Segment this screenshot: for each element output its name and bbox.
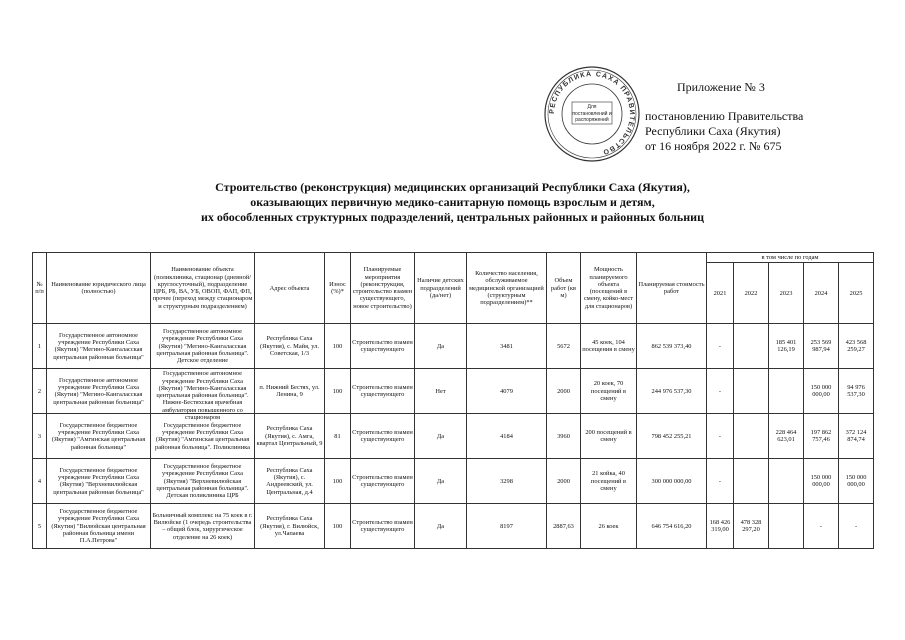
cell-cost	[637, 459, 707, 504]
cell-planned	[351, 369, 415, 414]
cell-y2024	[804, 414, 839, 459]
title-line-1: Строительство (реконструкция) медицинских организаций Республики Саха (Якутия),	[215, 180, 690, 194]
cell-text-planned: Строительство взамен существующего	[352, 519, 413, 534]
cell-text-y2021: -	[718, 432, 722, 440]
cell-kids	[415, 369, 467, 414]
title-line-2: оказывающих первичную медико-санитарную помощь взрослым и детям,	[250, 195, 655, 209]
cell-text-planned: Строительство взамен существующего	[352, 339, 413, 354]
cell-y2023	[769, 504, 804, 549]
cell-y2022	[734, 414, 769, 459]
cell-text-entity: Государственное бюджетное учреждение Республики Саха (Якутия) "Амгинская центральная районная больница"	[51, 421, 146, 451]
cell-text-cost: 244 976 537,30	[651, 387, 692, 395]
cell-capacity	[581, 504, 637, 549]
cell-text-object: Больничный комплекс на 75 коек в г. Вилюйске (1 очередь строительства – общий блок, хирургическое отделение на 26 коек)	[152, 511, 253, 541]
cell-entity	[47, 324, 151, 369]
cell-text-y2022: 478 328 297,20	[740, 519, 762, 534]
cell-planned	[351, 459, 415, 504]
header-num: № п/п	[33, 253, 47, 324]
appendix-title: Приложение № 3	[677, 80, 765, 94]
table-row	[33, 459, 874, 504]
cell-y2021	[707, 504, 734, 549]
cell-text-y2023: 228 464 623,01	[775, 429, 797, 444]
stamp-ring-text: РЕСПУБЛИКА САХА ПРАВИТЕЛЬСТВО	[548, 70, 636, 156]
cell-text-y2024: 197 862 757,46	[810, 429, 832, 444]
cell-text-y2025: 94 976 537,30	[847, 384, 865, 399]
cell-text-y2024: 253 569 987,94	[810, 339, 832, 354]
cell-population	[467, 414, 547, 459]
cell-text-y2021: -	[718, 477, 722, 485]
cell-text-address: п. Нижний Бестях, ул. Ленина, 9	[259, 384, 320, 399]
cell-y2025	[839, 504, 874, 549]
cell-planned	[351, 504, 415, 549]
cell-entity	[47, 369, 151, 414]
table-row	[33, 324, 874, 369]
cell-capacity	[581, 414, 637, 459]
cell-text-cost: 862 539 373,40	[651, 342, 692, 350]
cell-text-num: 4	[37, 477, 42, 485]
cell-text-population: 3481	[500, 342, 513, 350]
cell-address	[255, 414, 325, 459]
cell-entity	[47, 504, 151, 549]
cell-text-y2025: -	[854, 522, 858, 530]
cell-text-capacity: 20 коек, 70 посещений в смену	[590, 380, 627, 402]
cell-text-kids: Нет	[435, 387, 446, 395]
appendix-date-line: от 16 ноября 2022 г. № 675	[645, 139, 782, 153]
header-population: Количество населения, обслуживаемое медицинской организацией (структурным подразделением)**	[467, 253, 547, 324]
cell-text-y2025: 423 568 259,27	[845, 339, 867, 354]
header-entity: Наименование юридического лица (полностью)	[47, 253, 151, 324]
cell-object	[151, 369, 255, 422]
cell-text-volume: 2000	[557, 477, 570, 485]
table-row	[33, 369, 874, 414]
stamp-center-line1: Для	[587, 104, 597, 110]
header-cost: Планируемая стоимость работ	[637, 253, 707, 324]
appendix-decree-line: постановлению Правительства	[645, 109, 804, 123]
cell-capacity	[581, 369, 637, 414]
cell-text-entity: Государственное бюджетное учреждение Республики Саха (Якутия) "Вилюйская центральная районная больница имени П.А.Петрова"	[51, 508, 146, 545]
cell-text-num: 3	[37, 432, 42, 440]
cell-y2021	[707, 369, 734, 414]
cell-capacity	[581, 459, 637, 504]
cell-text-kids: Да	[436, 477, 445, 485]
cell-object	[151, 324, 255, 369]
cell-volume	[547, 324, 581, 369]
cell-text-y2025: 372 124 874,74	[845, 429, 867, 444]
cell-text-wear: 81	[334, 432, 341, 440]
cell-text-capacity: 26 коек	[598, 522, 619, 530]
cell-text-entity: Государственное автономное учреждение Республики Саха (Якутия) "Мегино-Кангаласская центральная районная больница"	[53, 376, 144, 406]
cell-text-capacity: 21 койка, 40 посещений в смену	[590, 470, 627, 492]
cell-text-cost: 798 452 255,21	[651, 432, 692, 440]
official-stamp	[542, 64, 642, 164]
cell-y2021	[707, 324, 734, 369]
cell-text-num: 5	[37, 522, 42, 530]
cell-text-wear: 100	[332, 342, 343, 350]
cell-text-object: Государственное автономное учреждение Республики Саха (Якутия) "Мегино-Кангаласская центральная районная больница". Нижне-Бестяхская врачебная амбулатория повышенного со стационаром	[156, 370, 249, 422]
cell-y2024	[804, 459, 839, 504]
cell-cost	[637, 369, 707, 414]
cell-text-address: Республика Саха (Якутия), с. Майя, ул. Советская, 1/3	[260, 335, 319, 357]
cell-wear	[325, 414, 351, 459]
cell-text-entity: Государственное автономное учреждение Республики Саха (Якутия) "Мегино-Кангаласская центральная районная больница"	[53, 331, 144, 361]
cell-y2023	[769, 324, 804, 369]
cell-y2024	[804, 369, 839, 414]
cell-y2023	[769, 414, 804, 459]
cell-capacity	[581, 324, 637, 369]
cell-planned	[351, 324, 415, 369]
header-object: Наименование объекта (поликлиника, стационар (дневной/круглосуточный), подразделение ЦРБ, РБ, ВА, УБ, ОВОП, ФАП, ФП, прочее (переход между стационаром и структурным подразделением)	[151, 253, 255, 324]
cell-text-wear: 100	[332, 387, 343, 395]
cell-text-kids: Да	[436, 342, 445, 350]
header-address: Адрес объекта	[255, 253, 325, 324]
cell-y2025	[839, 324, 874, 369]
cell-text-volume: 2000	[557, 387, 570, 395]
header-planned: Планируемые мероприятия (реконструкция, строительство взамен существующего, новое строительство)	[351, 253, 415, 324]
cell-text-wear: 100	[332, 477, 343, 485]
appendix-block	[645, 80, 885, 154]
cell-text-cost: 646 754 616,20	[651, 522, 692, 530]
cell-y2023	[769, 459, 804, 504]
header-2025: 2025	[839, 263, 874, 324]
cell-text-planned: Строительство взамен существующего	[352, 429, 413, 444]
cell-cost	[637, 324, 707, 369]
cell-population	[467, 369, 547, 414]
cell-object	[151, 504, 255, 549]
cell-address	[255, 459, 325, 504]
cell-text-address: Республика Саха (Якутия), г. Вилюйск, ул.Чапаева	[260, 515, 319, 537]
cell-text-y2021: 168 426 319,00	[709, 519, 731, 534]
stamp-center-line3: распоряжений	[575, 117, 609, 123]
cell-text-y2023: 185 401 126,19	[775, 339, 797, 354]
cell-entity	[47, 459, 151, 504]
cell-y2024	[804, 504, 839, 549]
cell-object	[151, 459, 255, 504]
cell-y2025	[839, 459, 874, 504]
cell-wear	[325, 324, 351, 369]
table-header-row	[33, 253, 874, 263]
appendix-republic-line: Республики Саха (Якутия)	[645, 124, 781, 138]
cell-text-y2025: 150 000 000,00	[845, 474, 867, 489]
cell-text-num: 2	[37, 387, 42, 395]
cell-text-capacity: 200 посещений в смену	[585, 429, 632, 444]
cell-y2021	[707, 414, 734, 459]
cell-text-num: 1	[37, 342, 42, 350]
cell-text-planned: Строительство взамен существующего	[352, 384, 413, 399]
cell-wear	[325, 504, 351, 549]
cell-text-volume: 3960	[557, 432, 570, 440]
header-2021: 2021	[707, 263, 734, 324]
cell-address	[255, 504, 325, 549]
header-years-group: в том числе по годам	[707, 253, 874, 263]
cell-population	[467, 459, 547, 504]
cell-text-object: Государственное автономное учреждение Республики Саха (Якутия) "Мегино-Кангаласская центральная районная больница". Детское отделение	[156, 328, 249, 365]
cell-y2023	[769, 369, 804, 414]
cell-population	[467, 504, 547, 549]
cell-y2022	[734, 324, 769, 369]
cell-volume	[547, 414, 581, 459]
cell-kids	[415, 324, 467, 369]
cell-entity	[47, 414, 151, 459]
header-kids: Наличие детских подразделений (да/нет)	[415, 253, 467, 324]
cell-text-kids: Да	[436, 432, 445, 440]
cell-num	[33, 504, 47, 549]
cell-text-kids: Да	[436, 522, 445, 530]
stamp-center-line2: постановлений и	[572, 111, 612, 117]
cell-text-population: 8197	[500, 522, 513, 530]
cell-y2022	[734, 369, 769, 414]
cell-text-y2024: 150 000 000,00	[810, 384, 832, 399]
cell-text-object: Государственное бюджетное учреждение Республики Саха (Якутия) "Амгинская центральная районная больница". Поликлиника	[155, 421, 250, 451]
header-wear: Износ (%)*	[325, 253, 351, 324]
cell-y2022	[734, 504, 769, 549]
title-line-3: их обособленных структурных подразделений, центральных районных и районных больниц	[201, 210, 704, 224]
cell-text-volume: 2887,63	[553, 522, 574, 530]
cell-num	[33, 324, 47, 369]
cell-text-planned: Строительство взамен существующего	[352, 474, 413, 489]
cell-planned	[351, 414, 415, 459]
cell-text-y2024: 150 000 000,00	[810, 474, 832, 489]
cell-cost	[637, 414, 707, 459]
cell-address	[255, 324, 325, 369]
cell-text-population: 4184	[500, 432, 513, 440]
header-2023: 2023	[769, 263, 804, 324]
cell-text-population: 4079	[500, 387, 513, 395]
cell-kids	[415, 504, 467, 549]
cell-y2021	[707, 459, 734, 504]
cell-wear	[325, 459, 351, 504]
header-2024: 2024	[804, 263, 839, 324]
cell-wear	[325, 369, 351, 414]
cell-num	[33, 459, 47, 504]
construction-table	[32, 252, 874, 549]
table-row	[33, 414, 874, 459]
cell-text-wear: 100	[332, 522, 343, 530]
cell-text-y2024: -	[819, 522, 823, 530]
cell-y2025	[839, 369, 874, 414]
cell-cost	[637, 504, 707, 549]
document-title	[0, 180, 905, 225]
cell-address	[255, 369, 325, 414]
cell-y2025	[839, 414, 874, 459]
cell-text-entity: Государственное бюджетное учреждение Республики Саха (Якутия) "Верхневилюйская центральная районная больница"	[53, 466, 144, 496]
header-volume: Объем работ (кв м)	[547, 253, 581, 324]
cell-volume	[547, 369, 581, 414]
cell-text-address: Республика Саха (Якутия), с. Амга, квартал Центральный, 9	[256, 425, 323, 447]
cell-num	[33, 369, 47, 414]
header-2022: 2022	[734, 263, 769, 324]
cell-volume	[547, 459, 581, 504]
cell-text-volume: 5672	[557, 342, 570, 350]
cell-text-object: Государственное бюджетное учреждение Республики Саха (Якутия) "Верхневилюйская центральная районная больница". Детская поликлиника ЦРБ	[156, 463, 249, 500]
table-row	[33, 504, 874, 549]
cell-text-y2021: -	[718, 387, 722, 395]
cell-kids	[415, 459, 467, 504]
cell-y2024	[804, 324, 839, 369]
header-capacity: Мощность планируемого объекта (посещений в смену, койко-мест для стационаров)	[581, 253, 637, 324]
cell-text-y2021: -	[718, 342, 722, 350]
cell-text-capacity: 45 коек, 104 посещения в смену	[582, 339, 635, 354]
cell-text-cost: 300 000 000,00	[651, 477, 692, 485]
cell-kids	[415, 414, 467, 459]
cell-num	[33, 414, 47, 459]
cell-y2022	[734, 459, 769, 504]
cell-volume	[547, 504, 581, 549]
cell-population	[467, 324, 547, 369]
cell-text-address: Республика Саха (Якутия), с. Андреевский, ул. Центральная, д.4	[266, 466, 313, 496]
cell-text-population: 3298	[500, 477, 513, 485]
